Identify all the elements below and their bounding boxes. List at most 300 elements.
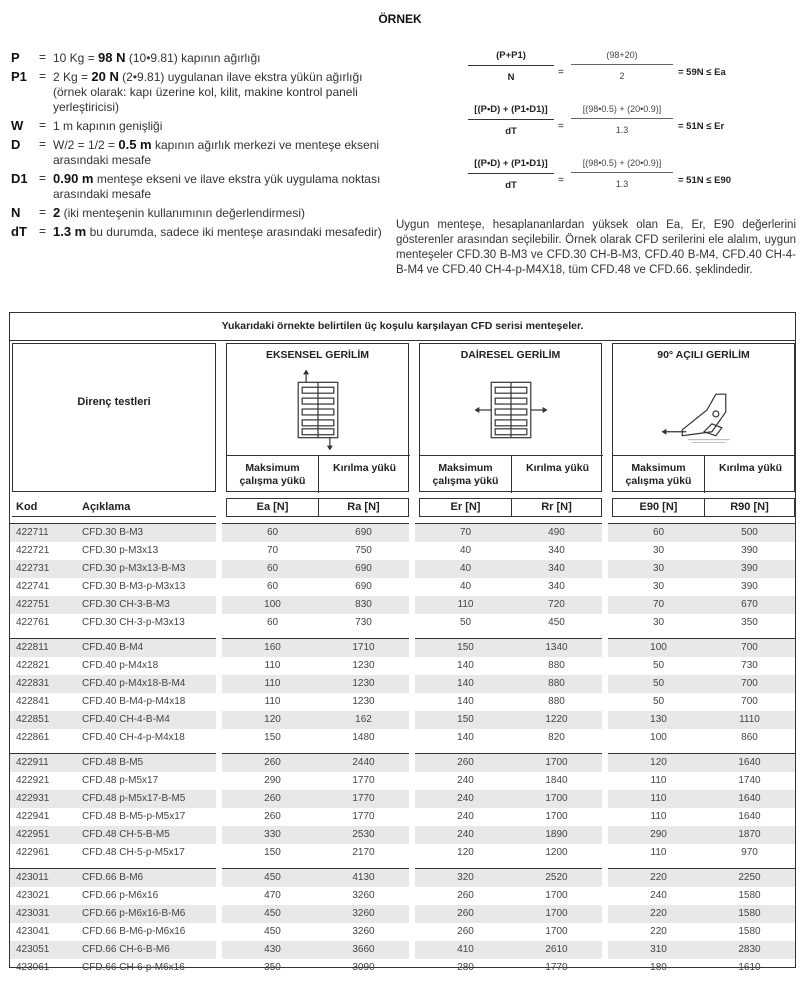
angle-stress-icon (613, 370, 794, 450)
cell-value: 70 (652, 599, 665, 610)
cell-code: 422741 (16, 581, 50, 592)
formula-equals: = (558, 121, 564, 132)
angle-stress-group (612, 343, 795, 492)
cell-description: CFD.30 p-M3x13 (82, 545, 159, 556)
formula-equals: = (558, 175, 564, 186)
cell-value: 110 (650, 811, 667, 822)
equals-sign: = (39, 118, 47, 132)
cell-value: 1580 (738, 908, 761, 919)
cell-value: 1770 (545, 962, 568, 973)
formula-result: = 51N ≤ Er (678, 121, 725, 132)
cell-value: 100 (650, 732, 667, 743)
cell-description: CFD.30 p-M3x13-B-M3 (82, 563, 186, 574)
breaking-load-label: Kırılma yükü (319, 455, 410, 493)
formula-rhs-denominator: 2 (619, 71, 625, 81)
cell-code: 422851 (16, 714, 50, 725)
table-row (10, 941, 795, 959)
cell-value: 830 (355, 599, 372, 610)
breaking-load-label: Kırılma yükü (705, 455, 796, 493)
cell-description: CFD.48 p-M5x17 (82, 775, 159, 786)
definition-pre: W/2 = 1/2 = (53, 138, 119, 152)
cell-value: 340 (548, 545, 565, 556)
cell-value: 260 (264, 793, 281, 804)
series-group (10, 638, 795, 747)
cell-value: 1610 (738, 962, 761, 973)
cell-value: 700 (741, 642, 758, 653)
cell-description: CFD.66 p-M6x16 (82, 890, 159, 901)
cell-value: 110 (650, 847, 667, 858)
cell-value: 140 (457, 732, 474, 743)
definition-text (53, 69, 391, 115)
definitions-list (11, 50, 391, 243)
max-working-load-label: Maksimum çalışma yükü (613, 455, 705, 493)
cell-value: 2830 (738, 944, 761, 955)
formula (468, 158, 788, 212)
cell-value: 470 (264, 890, 281, 901)
cell-value: 820 (548, 732, 565, 743)
max-working-load-label: Maksimum çalışma yükü (227, 455, 319, 493)
cell-description: CFD.40 CH-4-p-M4x18 (82, 732, 185, 743)
definition-post: (10•9.81) kapının ağırlığı (125, 51, 261, 65)
cell-code: 422831 (16, 678, 50, 689)
table-row (10, 923, 795, 941)
cell-value: 2250 (738, 872, 761, 883)
cell-value: 60 (652, 527, 665, 538)
cell-value: 490 (548, 527, 565, 538)
cell-value: 1870 (738, 829, 761, 840)
col-kod: Kod (16, 501, 38, 513)
cell-value: 220 (650, 908, 667, 919)
cell-description: CFD.40 CH-4-B-M4 (82, 714, 170, 725)
cell-value: 110 (650, 793, 667, 804)
cell-value: 260 (457, 908, 474, 919)
cell-value: 2530 (352, 829, 375, 840)
cell-value: 2520 (545, 872, 568, 883)
cell-value: 690 (355, 527, 372, 538)
cell-value: 70 (459, 527, 472, 538)
cell-value: 100 (650, 642, 667, 653)
cell-value: 130 (650, 714, 667, 725)
formula-rhs-numerator: (98+20) (571, 50, 673, 65)
cell-value: 880 (548, 678, 565, 689)
cell-value: 140 (457, 696, 474, 707)
cell-value: 1580 (738, 926, 761, 937)
cell-value: 450 (264, 926, 281, 937)
table-row (10, 869, 795, 887)
cell-code: 423021 (16, 890, 50, 901)
cell-code: 423061 (16, 962, 50, 973)
cell-code: 422921 (16, 775, 50, 786)
resistance-tests-header (12, 343, 216, 492)
cell-value: 1230 (352, 660, 375, 671)
definition-value: 20 N (91, 69, 119, 84)
cell-value: 330 (264, 829, 281, 840)
definition-symbol: P1 (11, 69, 27, 84)
definition-item (11, 205, 391, 221)
cell-description: CFD.48 CH-5-B-M5 (82, 829, 170, 840)
cell-value: 30 (652, 545, 665, 556)
definition-post: (iki menteşenin kullanımının değerlendirmesi) (60, 206, 306, 220)
cell-code: 422821 (16, 660, 50, 671)
col-ea: Ea [N] (226, 498, 319, 517)
cell-description: CFD.40 B-M4 (82, 642, 144, 653)
table-row (10, 596, 795, 614)
cell-value: 150 (457, 642, 474, 653)
cell-value: 60 (266, 617, 279, 628)
formula-rhs-numerator: [(98•0.5) + (20•0.9)] (571, 104, 673, 119)
cell-value: 2440 (352, 757, 375, 768)
table-row (10, 729, 795, 747)
formula-lhs (468, 50, 554, 83)
formula-result: = 59N ≤ Ea (678, 67, 726, 78)
cell-value: 260 (264, 811, 281, 822)
cell-value: 1340 (545, 642, 568, 653)
cell-description: CFD.30 B-M3-p-M3x13 (82, 581, 186, 592)
formula-numerator: [(P•D) + (P1•D1)] (468, 104, 554, 120)
equals-sign: = (39, 69, 47, 83)
definition-value: 1.3 m (53, 224, 87, 239)
table-row (10, 578, 795, 596)
cell-value: 1710 (352, 642, 375, 653)
cell-value: 880 (548, 660, 565, 671)
cell-code: 423051 (16, 944, 50, 955)
cell-value: 120 (650, 757, 667, 768)
definition-text (53, 171, 391, 202)
cell-description: CFD.30 B-M3 (82, 527, 144, 538)
definition-item (11, 50, 391, 66)
cell-description: CFD.66 B-M6-p-M6x16 (82, 926, 186, 937)
cell-value: 280 (457, 962, 474, 973)
cell-value: 670 (741, 599, 758, 610)
table-row (10, 826, 795, 844)
cell-value: 390 (741, 545, 758, 556)
table-row (10, 844, 795, 862)
cell-value: 150 (264, 732, 281, 743)
definition-item (11, 69, 391, 115)
cell-value: 4130 (352, 872, 375, 883)
cell-value: 110 (457, 599, 474, 610)
cell-value: 450 (264, 872, 281, 883)
table-body (10, 523, 795, 983)
cell-description: CFD.40 B-M4-p-M4x18 (82, 696, 186, 707)
cell-value: 1220 (545, 714, 568, 725)
definition-pre: 10 Kg = (53, 51, 99, 65)
cell-description: CFD.40 p-M4x18 (82, 660, 159, 671)
cell-value: 60 (266, 527, 279, 538)
cell-value: 1700 (545, 811, 568, 822)
cell-value: 1640 (738, 757, 761, 768)
definition-item (11, 137, 391, 168)
cell-value: 1770 (352, 775, 375, 786)
cell-value: 1640 (738, 793, 761, 804)
cell-value: 260 (264, 757, 281, 768)
cell-value: 30 (652, 563, 665, 574)
definition-symbol: dT (11, 224, 27, 239)
cell-description: CFD.66 CH-6-p-M6x16 (82, 962, 185, 973)
cell-value: 110 (264, 660, 281, 671)
cell-code: 422861 (16, 732, 50, 743)
cell-value: 1700 (545, 890, 568, 901)
cell-code: 422761 (16, 617, 50, 628)
cell-code: 422731 (16, 563, 50, 574)
cell-value: 30 (652, 617, 665, 628)
group-title: 90° AÇILI GERİLİM (657, 349, 750, 361)
definition-value: 2 (53, 205, 61, 220)
cell-value: 162 (355, 714, 372, 725)
cell-value: 240 (650, 890, 667, 901)
radial-stress-icon (420, 370, 601, 450)
explanation-paragraph: Uygun menteşe, hesaplananlardan yüksek olan Ea, Er, E90 değerlerini gösterenler arasından seçilebilir. Örnek olarak CFD serilerini ele alalım, uygun menteşeler CFD.30 B-M3 ve CFD.30 CH-B-M3, CFD.40 B-M4, CFD.40 CH-4-B-M4 ve CFD.40 CH-4-p-M4X18, tüm CFD.48 ve CFD.66. şeklindedir. (396, 219, 796, 276)
col-e90: E90 [N] (612, 498, 705, 517)
cell-description: CFD.48 B-M5-p-M5x17 (82, 811, 186, 822)
cell-value: 880 (548, 696, 565, 707)
cell-value: 730 (741, 660, 758, 671)
cell-description: CFD.40 p-M4x18-B-M4 (82, 678, 186, 689)
table-title: Yukarıdaki örnekte belirtilen üç koşulu karşılayan CFD serisi menteşeler. (10, 313, 795, 341)
cell-description: CFD.66 p-M6x16-B-M6 (82, 908, 186, 919)
cell-value: 1770 (352, 811, 375, 822)
cell-value: 100 (264, 599, 281, 610)
definition-value: 0.5 m (118, 137, 152, 152)
cell-value: 750 (355, 545, 372, 556)
formula (468, 50, 788, 104)
cell-description: CFD.66 CH-6-B-M6 (82, 944, 170, 955)
cell-value: 1890 (545, 829, 568, 840)
cell-value: 260 (457, 890, 474, 901)
definition-post: menteşe ekseni ve ilave ekstra yük uygulama noktası arasındaki mesafe (53, 172, 381, 201)
cell-value: 3260 (352, 908, 375, 919)
formula-rhs (571, 104, 673, 135)
max-working-load-label: Maksimum çalışma yükü (420, 455, 512, 493)
formula-rhs-numerator: [(98•0.5) + (20•0.9)] (571, 158, 673, 173)
cell-value: 240 (457, 829, 474, 840)
series-group (10, 523, 795, 632)
table-row (10, 524, 795, 542)
cell-code: 422911 (16, 757, 49, 768)
group-title: EKSENSEL GERİLİM (265, 349, 370, 361)
cell-value: 1230 (352, 696, 375, 707)
cell-code: 422721 (16, 545, 50, 556)
cell-code: 422961 (16, 847, 50, 858)
cell-value: 3260 (352, 890, 375, 901)
cell-value: 1200 (545, 847, 568, 858)
cell-value: 1480 (352, 732, 375, 743)
cell-value: 240 (457, 793, 474, 804)
cell-value: 350 (741, 617, 758, 628)
hinge-table (9, 312, 796, 973)
formula-lhs (468, 104, 554, 137)
cell-value: 40 (459, 581, 472, 592)
cell-value: 1640 (738, 811, 761, 822)
definition-symbol: D (11, 137, 21, 152)
cell-value: 450 (264, 908, 281, 919)
equals-sign: = (39, 137, 47, 151)
cell-code: 422931 (16, 793, 50, 804)
radial-stress-group (419, 343, 602, 492)
formula-numerator: (P+P1) (468, 50, 554, 66)
breaking-load-label: Kırılma yükü (512, 455, 603, 493)
cell-value: 1110 (739, 714, 760, 725)
definition-post: bu durumda, sadece iki menteşe arasındaki mesafedir) (86, 225, 382, 239)
formulas (468, 50, 788, 212)
cell-code: 422841 (16, 696, 50, 707)
definition-text (53, 224, 391, 240)
cell-value: 60 (266, 581, 279, 592)
cell-value: 220 (650, 872, 667, 883)
cell-value: 1230 (352, 678, 375, 689)
cell-value: 50 (652, 678, 665, 689)
equals-sign: = (39, 171, 47, 185)
table-row (10, 693, 795, 711)
cell-value: 700 (741, 678, 758, 689)
equals-sign: = (39, 50, 47, 64)
formula-numerator: [(P•D) + (P1•D1)] (468, 158, 554, 174)
formula-denominator: dT (505, 180, 517, 191)
table-row (10, 808, 795, 826)
cell-value: 860 (741, 732, 758, 743)
cell-value: 720 (548, 599, 565, 610)
cell-value: 260 (457, 757, 474, 768)
definition-symbol: N (11, 205, 21, 220)
cell-value: 120 (457, 847, 474, 858)
col-r90: R90 [N] (704, 498, 795, 517)
cell-value: 1700 (545, 926, 568, 937)
table-row (10, 542, 795, 560)
cell-value: 410 (457, 944, 474, 955)
definition-text (53, 205, 391, 221)
cell-value: 50 (652, 660, 665, 671)
cell-value: 310 (650, 944, 667, 955)
cell-value: 220 (650, 926, 667, 937)
cell-value: 1580 (738, 890, 761, 901)
cell-value: 290 (650, 829, 667, 840)
table-row (10, 790, 795, 808)
page-title: ÖRNEK (378, 12, 422, 26)
table-row (10, 754, 795, 772)
formula-result: = 51N ≤ E90 (678, 175, 732, 186)
cell-value: 60 (266, 563, 279, 574)
definition-value: 0.90 m (53, 171, 94, 186)
cell-value: 1840 (545, 775, 568, 786)
cell-value: 110 (650, 775, 667, 786)
definition-item (11, 118, 391, 134)
cell-value: 500 (741, 527, 758, 538)
formula-denominator: N (507, 72, 515, 83)
table-row (10, 772, 795, 790)
resistance-tests-label: Direnç testleri (77, 396, 151, 408)
series-group (10, 868, 795, 977)
cell-description: CFD.48 CH-5-p-M5x17 (82, 847, 185, 858)
col-er: Er [N] (419, 498, 512, 517)
cell-value: 2170 (352, 847, 375, 858)
cell-value: 240 (457, 811, 474, 822)
cell-value: 40 (459, 545, 472, 556)
table-row (10, 614, 795, 632)
cell-description: CFD.30 CH-3-B-M3 (82, 599, 170, 610)
cell-value: 110 (264, 678, 281, 689)
formula-rhs-denominator: 1.3 (615, 179, 629, 189)
column-headers (10, 498, 795, 517)
cell-value: 290 (264, 775, 281, 786)
cell-value: 180 (650, 962, 667, 973)
table-row (10, 711, 795, 729)
axial-stress-group (226, 343, 409, 492)
definition-symbol: D1 (11, 171, 28, 186)
cell-value: 2610 (545, 944, 568, 955)
cell-value: 350 (264, 962, 281, 973)
definition-text (53, 137, 391, 168)
cell-value: 150 (264, 847, 281, 858)
definition-pre: 1 m kapının genişliği (53, 119, 163, 133)
cell-value: 390 (741, 581, 758, 592)
cell-value: 450 (548, 617, 565, 628)
definition-post: kapının ağırlık merkezi ve menteşe ekseni arasındaki mesafe (53, 138, 380, 167)
cell-code: 423041 (16, 926, 50, 937)
col-aciklama: Açıklama (82, 501, 131, 513)
cell-value: 1770 (352, 793, 375, 804)
cell-value: 120 (264, 714, 281, 725)
cell-value: 700 (741, 696, 758, 707)
cell-code: 422751 (16, 599, 50, 610)
table-row (10, 560, 795, 578)
table-row (10, 657, 795, 675)
cell-description: CFD.66 B-M6 (82, 872, 144, 883)
cell-description: CFD.48 p-M5x17-B-M5 (82, 793, 186, 804)
cell-value: 430 (264, 944, 281, 955)
table-row (10, 905, 795, 923)
table-row (10, 959, 795, 977)
cell-value: 160 (264, 642, 281, 653)
cell-value: 730 (355, 617, 372, 628)
cell-code: 422811 (16, 642, 49, 653)
definition-pre: 2 Kg = (53, 70, 92, 84)
formula (468, 104, 788, 158)
col-rr: Rr [N] (511, 498, 602, 517)
definition-post: (2•9.81) uygulanan ilave ekstra yükün ağırlığı (örnek olarak: kapı üzerine kol, kilit, makine kontrol paneli yerleştiricisi) (53, 70, 363, 114)
cell-value: 340 (548, 581, 565, 592)
definition-item (11, 171, 391, 202)
cell-value: 50 (652, 696, 665, 707)
cell-value: 70 (266, 545, 279, 556)
definition-text (53, 118, 391, 134)
formula-lhs (468, 158, 554, 191)
definition-value: 98 N (98, 50, 126, 65)
cell-value: 240 (457, 775, 474, 786)
formula-rhs (571, 50, 673, 81)
series-group (10, 753, 795, 862)
cell-value: 320 (457, 872, 474, 883)
axial-stress-icon (227, 370, 408, 450)
cell-value: 40 (459, 563, 472, 574)
cell-value: 3090 (352, 962, 375, 973)
formula-equals: = (558, 67, 564, 78)
group-title: DAİRESEL GERİLİM (460, 349, 561, 361)
equals-sign: = (39, 205, 47, 219)
cell-value: 110 (264, 696, 281, 707)
cell-description: CFD.30 CH-3-p-M3x13 (82, 617, 185, 628)
cell-value: 690 (355, 581, 372, 592)
formula-denominator: dT (505, 126, 517, 137)
col-ra: Ra [N] (318, 498, 409, 517)
table-row (10, 639, 795, 657)
cell-value: 340 (548, 563, 565, 574)
cell-code: 422951 (16, 829, 50, 840)
cell-value: 1700 (545, 793, 568, 804)
cell-code: 423031 (16, 908, 50, 919)
definition-text (53, 50, 391, 66)
definition-item (11, 224, 391, 240)
definition-symbol: W (11, 118, 24, 133)
